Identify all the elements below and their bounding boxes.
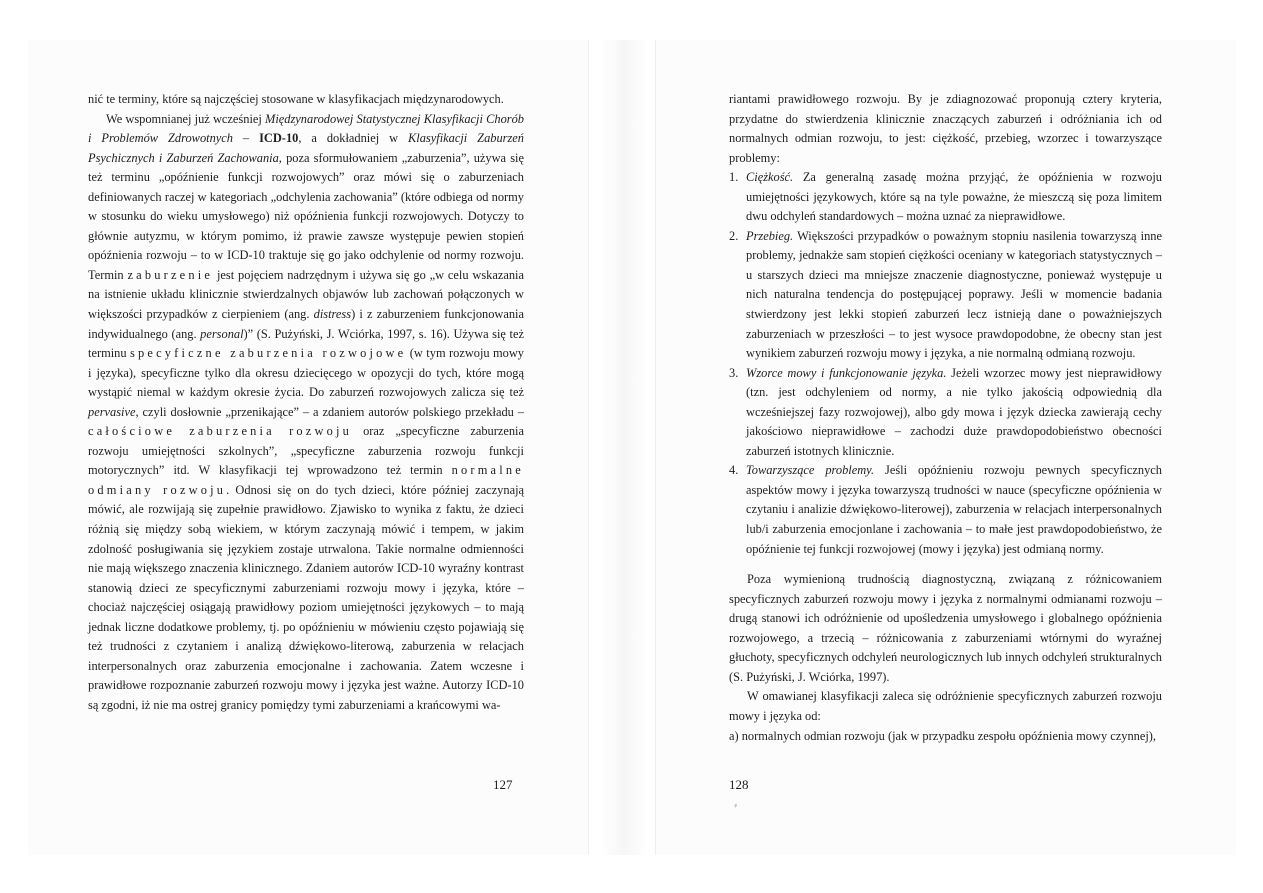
criteria-list (729, 168, 1162, 559)
spaced-term: zaburzenie (127, 267, 214, 282)
criteria-item: 1. Ciężkość. Za generalną zasadę można przyjąć, że opóźnienia w rozwoju umiejętności językowych, które są na tyle poważne, że mieszczą się poza limitem dwu odchyleń standardowych – można uznać za nieprawidłowe. (729, 170, 1162, 224)
criteria-item: 4. Towarzyszące problemy. Jeśli opóźnieniu rozwoju pewnych specyficznych aspektów mowy i języka towarzyszą trudności w nauce (specyficzne opóźnienia w czytaniu i analizie dźwiękowo-literowej), zaburzenia w relacjach interpersonalnych lub/i zaburzenia emocjonlane i zachowania – to małe jest prawdopodobieństwo, że opóźnienie tej funkcji rozwojowej (mowy i języka) jest odmianą normy. (729, 463, 1162, 556)
left-page (28, 40, 589, 855)
spaced-term: normalne odmiany rozwoju (88, 463, 524, 497)
right-page-text (729, 90, 1162, 746)
spaced-term: specyficzne zaburzenia rozwojowe (129, 346, 407, 361)
page-number-right: 128 (729, 777, 749, 792)
book-gutter (600, 40, 648, 855)
page-blemish: ⸗ (732, 799, 740, 812)
spaced-term: całościowe zaburzenia rozwoju (88, 424, 353, 439)
left-paragraph-2: We wspomnianej już wcześniej Międzynarodowej Statystycznej Klasyfikacji Chorób i Problemów Zdrowotnych – ICD-10, a dokładniej w Klasyfikacji Zaburzeń Psychicznych i Zaburzeń Zachowania, poza sformułowaniem „zaburzenia”, używa się też terminu „opóźnienie funkcji rozwojowych” oraz mówi się o zaburzeniach definiowanych raczej w kategoriach „odchylenia zachowania” (które odbiega od normy w stosunku do wieku umysłowego) niż opóźnienia funkcji rozwojowych. Dotyczy to głównie autyzmu, w którym pomimo, iż prawie zawsze występuje pewien stopień opóźnienia rozwoju – to w ICD-10 traktuje się go jako odchylenie od normy rozwoju. Termin zaburzenie jest pojęciem nadrzędnym i używa się go „w celu wskazania na istnienie układu klinicznie stwierdzalnych objawów lub zachowań połączonych w większości przypadków z cierpieniem (ang. distress) i z zaburzeniem funkcjonowania indywidualnego (ang. personal)” (S. Pużyński, J. Wciórka, 1997, s. 16). Używa się też terminu specyficzne zaburzenia rozwojowe (w tym rozwoju mowy i języka), specyficzne tylko dla okresu dziecięcego w opozycji do tych, które mogą wystąpić niemal w każdym okresie życia. Do zaburzeń rozwojowych zalicza się też pervasive, czyli dosłownie „przenikające” – a zdaniem autorów polskiego przekładu – całościowe zaburzenia rozwoju oraz „specyficzne zaburzenia rozwoju umiejętności szkolnych”, „specyficzne zaburzenia rozwoju funkcji motorycznych” itd. W klasyfikacji tej wprowadzono też termin normalne odmiany rozwoju. Odnosi się on do tych dzieci, które później zaczynają mówić, ale rozwijają się zupełnie prawidłowo. Zjawisko to wynika z faktu, że dzieci różnią się między sobą wiekiem, w którym zaczynają mówić i tempem, w jakim zdolność posługiwania się językiem zostaje utrwalona. Takie normalne odmienności nie mają większego znaczenia klinicznego. Zdaniem autorów ICD-10 wyraźny kontrast stanowią dzieci ze specyficznymi zaburzeniami rozwoju mowy i języka, które – chociaż najczęściej osiągają prawidłowy poziom umiejętności językowych – to mają jednak liczne dodatkowe problemy, tj. po opóźnieniu w mówieniu często pojawiają się też trudności z czytaniem i analizą dźwiękowo-literową, zaburzenia w relacjach interpersonalnych oraz zaburzenia emocjonalne i zachowania. Zatem wczesne i prawidłowe rozpoznanie zaburzeń rozwoju mowy i języka jest ważne. Autorzy ICD-10 są zgodni, iż nie ma ostrej granicy pomiędzy tymi zaburzeniami a krańcowymi wa- (88, 111, 525, 712)
right-paragraph-1: Poza wymienioną trudnością diagnostyczną, związaną z różnicowaniem specyficznych zaburzeń rozwoju mowy i języka z normalnymi odmianami rozwoju – drugą stanowi ich odróżnienie od upośledzenia umysłowego i globalnego opóźnienia rozwojowego, a trzecią – różnicowania z zaburzeniami wtórnymi do wyraźnej głuchoty, specyficznych odchyleń neurologicznych lub innych odchyleń strukturalnych (S. Pużyński, J. Wciórka, 1997). (729, 572, 1162, 684)
right-intro: riantami prawidłowego rozwoju. By je zdiagnozować proponują cztery kryteria, przydatne do stwierdzenia klinicznie znaczących zaburzeń i odróżniania ich od normalnych odmian rozwoju, to jest: ciężkość, przebieg, wzorzec i towarzyszące problemy: (729, 92, 1162, 165)
right-page (655, 40, 1236, 855)
criteria-item: 3. Wzorce mowy i funkcjonowanie języka. Jeżeli wzorzec mowy jest nieprawidłowy (tzn. jest odchyleniem od normy, a nie tylko jakością odpowiednią dla wcześniejszej fazy rozwojowej), albo gdy mowa i język dziecka zawierają cechy jakościowo nieprawidłowe – zachodzi duże prawdopodobieństwo obecności zaburzeń istotnych klinicznie. (729, 365, 1162, 458)
right-paragraph-3: a) normalnych odmian rozwoju (jak w przypadku zespołu opóźnienia mowy czynnej), (729, 728, 1156, 743)
left-paragraph-1: nić te terminy, które są najczęściej stosowane w klasyfikacjach międzynarodowych. (88, 92, 504, 106)
criteria-item: 2. Przebieg. Większości przypadków o poważnym stopniu nasilenia towarzyszą inne problemy, jednakże sam stopień ciężkości oceniany w kategoriach statystycznych – u starszych dzieci ma mniejsze znaczenie diagnostyczne, ponieważ występuje u nich naturalna tendencja do postępującej poprawy. Jeśli w momencie badania stwierdzony jest lekki stopień zaburzeń lecz istnieją dane o poważniejszych zaburzeniach w przeszłości – to jest wysoce prawdopodobne, że obecny stan jest wynikiem zaburzeń rozwoju mowy i języka, a nie normalną odmianą rozwoju. (729, 228, 1162, 361)
right-paragraph-2: W omawianej klasyfikacji zaleca się odróżnienie specyficznych zaburzeń rozwoju mowy i języka od: (729, 689, 1162, 723)
left-page-text (88, 90, 524, 716)
page-number-left: 127 (493, 777, 513, 792)
